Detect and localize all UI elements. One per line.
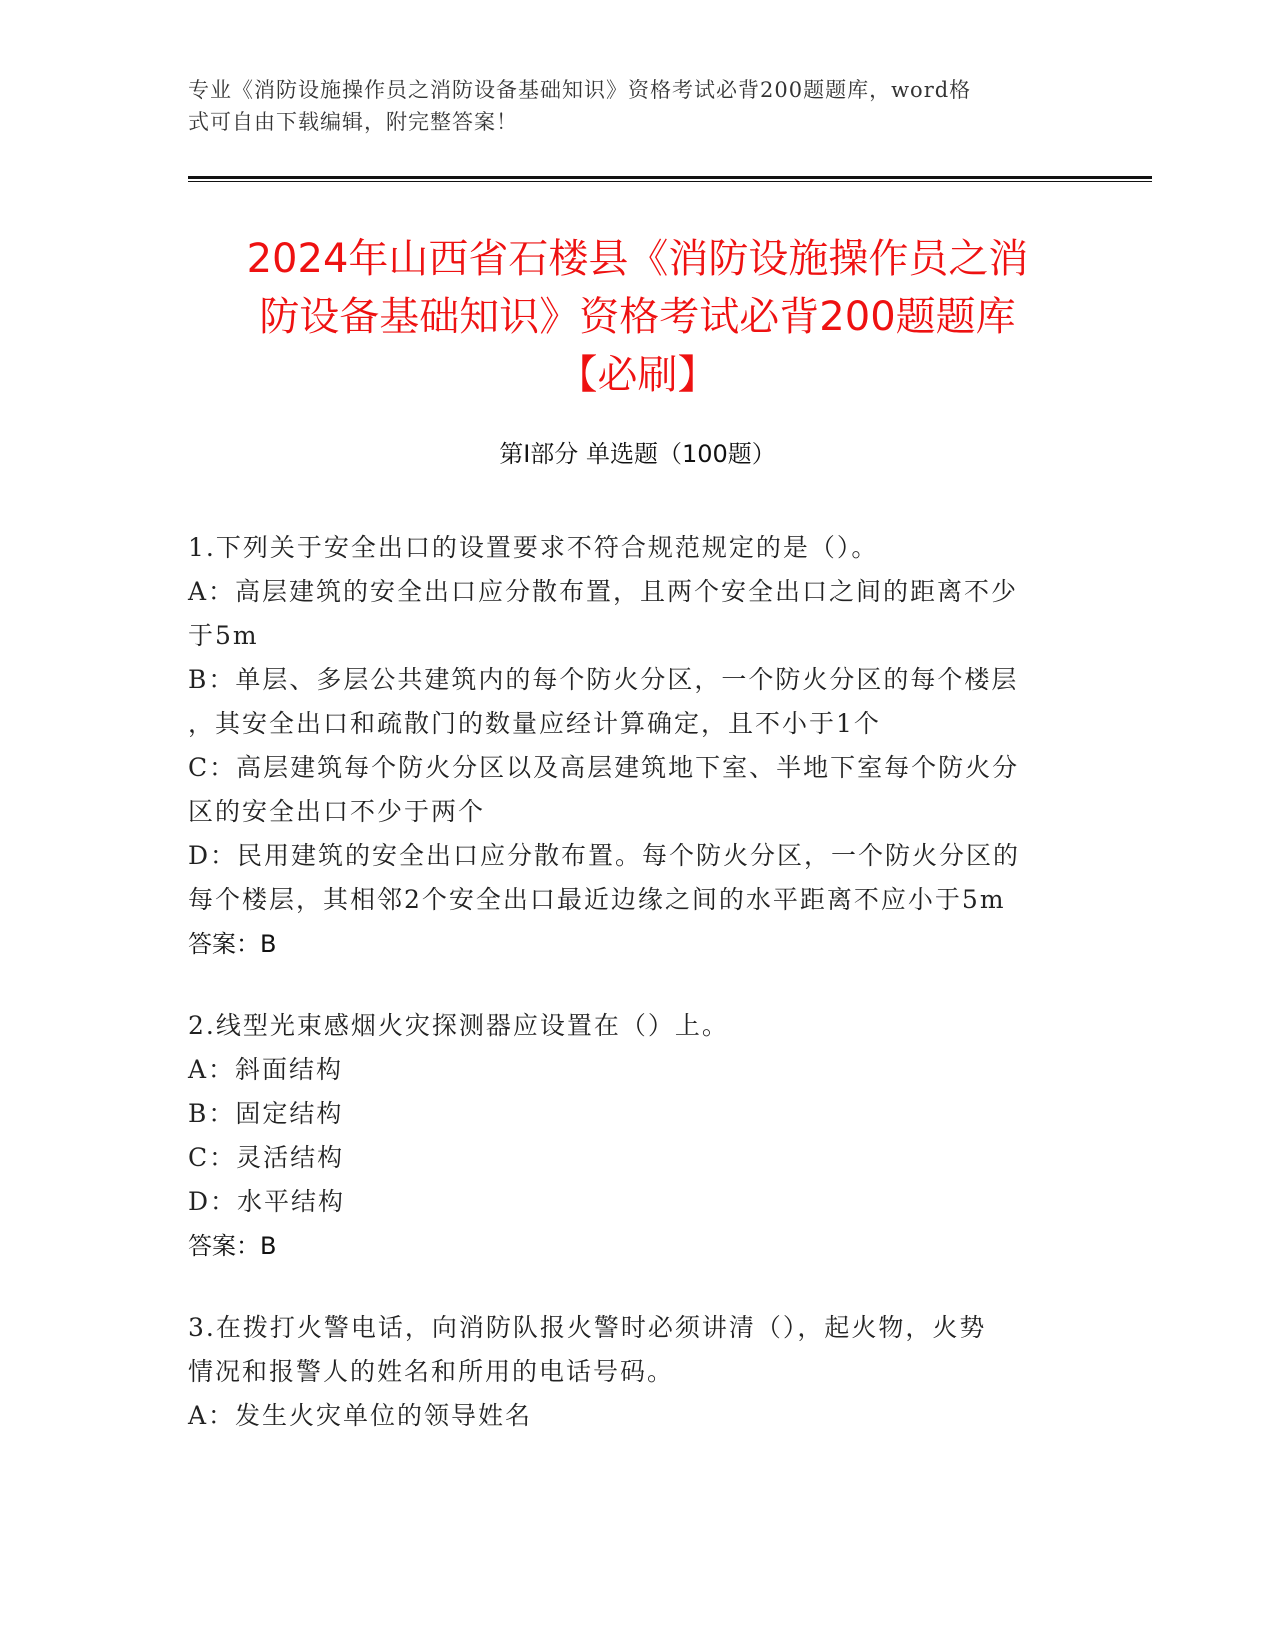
option-a: A：发生火灾单位的领导姓名 [188, 1401, 533, 1430]
option-b-cont: ，其安全出口和疏散门的数量应经计算确定，且不小于1个 [188, 709, 881, 738]
question-text: 1.下列关于安全出口的设置要求不符合规范规定的是（）。 [188, 533, 879, 562]
option-c: C：高层建筑每个防火分区以及高层建筑地下室、半地下室每个防火分 [188, 753, 1020, 782]
page-header [188, 74, 1088, 138]
page-header-line: 专业《消防设施操作员之消防设备基础知识》资格考试必背200题题库，word格 [188, 78, 972, 102]
header-divider [188, 176, 1152, 182]
option-a-cont: 于5m [188, 621, 259, 650]
question-item [188, 526, 1078, 966]
question-list [188, 526, 1078, 1476]
document-title-line: 防设备基础知识》资格考试必背200题题库 [259, 294, 1016, 340]
section-title: 第Ⅰ部分 单选题（100题） [499, 440, 776, 468]
question-text: 3.在拨打火警电话，向消防队报火警时必须讲清（），起火物，火势 [188, 1313, 987, 1342]
answer: 答案：B [188, 1232, 277, 1260]
document-title-line: 2024年山西省石楼县《消防设施操作员之消 [246, 236, 1029, 282]
document-title-line: 【必刷】 [557, 352, 718, 398]
option-d: D：水平结构 [188, 1187, 346, 1216]
option-b: B：单层、多层公共建筑内的每个防火分区，一个防火分区的每个楼层 [188, 665, 1019, 694]
option-a: A：斜面结构 [188, 1055, 344, 1084]
option-b: B：固定结构 [188, 1099, 344, 1128]
option-a: A：高层建筑的安全出口应分散布置，且两个安全出口之间的距离不少 [188, 577, 1019, 606]
option-c: C：灵活结构 [188, 1143, 345, 1172]
page-header-line: 式可自由下载编辑，附完整答案！ [188, 110, 518, 134]
option-c-cont: 区的安全出口不少于两个 [188, 797, 486, 826]
answer: 答案：B [188, 930, 277, 958]
question-item [188, 1306, 1078, 1438]
question-text: 2.线型光束感烟火灾探测器应设置在（）上。 [188, 1011, 729, 1040]
option-d: D：民用建筑的安全出口应分散布置。每个防火分区，一个防火分区的 [188, 841, 1021, 870]
option-d-cont: 每个楼层，其相邻2个安全出口最近边缘之间的水平距离不应小于5m [188, 885, 1006, 914]
document-title [150, 230, 1125, 404]
question-text-cont: 情况和报警人的姓名和所用的电话号码。 [188, 1357, 675, 1386]
question-item [188, 1004, 1078, 1268]
